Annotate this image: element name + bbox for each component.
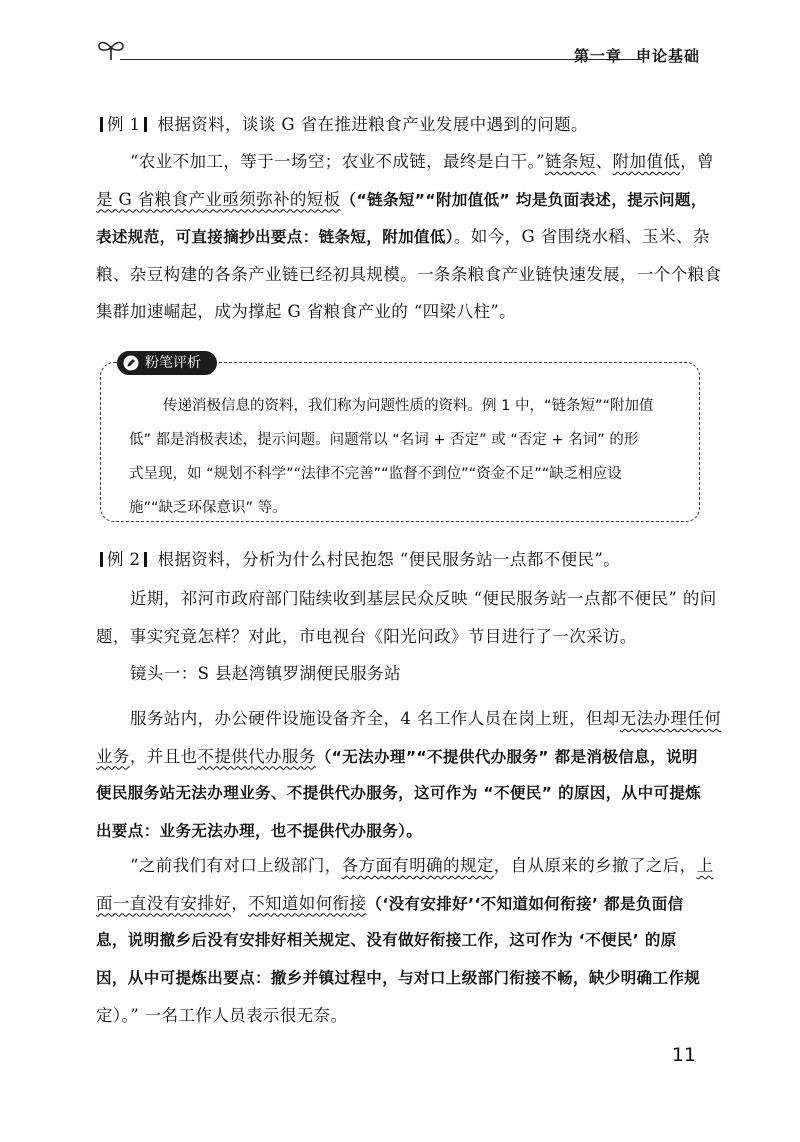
example2-question-text: 根据资料，分析为什么村民抱怨 “便民服务站一点都不便民”。 xyxy=(157,550,621,569)
material-line: 粮、杂豆构建的各条产业链已经初具规模。一条条粮食产业链快速发展，一个个粮食 xyxy=(96,264,722,284)
material-line: 出要点：业务无法办理，也不提供代办服务）。 xyxy=(96,821,423,840)
analysis-title: 粉笔评析 xyxy=(145,355,201,371)
material-line: “农业不加工，等于一场空；农业不成链，最终是白干。”链条短、附加值低，曾 xyxy=(130,152,715,171)
page-number: 11 xyxy=(671,1044,696,1066)
example2-paragraph-2 xyxy=(96,847,714,1035)
material-line: 便民服务站无法办理业务、不提供代办服务，这可作为 “不便民” 的原因，从中可提炼 xyxy=(96,784,702,802)
material-line: 表述规范，可直接摘抄出要点：链条短，附加值低）。如今，G 省围绕水稻、玉米、杂 xyxy=(96,227,710,246)
example2-intro xyxy=(96,580,717,693)
example2-question xyxy=(96,541,700,579)
analysis-line: 传递消极信息的资料，我们称为问题性质的资料。例 1 中，“链条短”“附加值 xyxy=(163,398,654,414)
material-line: 息，说明撤乡后没有安排好相关规定、没有做好衔接工作，这可作为 ‘不便民’ 的原 xyxy=(96,931,677,949)
material-line: 服务站内，办公硬件设施设备齐全，4 名工作人员在岗上班，但却无法办理任何 xyxy=(130,709,722,728)
analysis-line: 低” 都是消极表述，提示问题。问题常以 “名词 + 否定” 或 “否定 + 名词” 的形 xyxy=(129,432,639,448)
example1-material xyxy=(96,143,722,331)
scene-heading: 镜头一：S 县赵湾镇罗湖便民服务站 xyxy=(130,664,401,683)
material-line: 定）。” 一名工作人员表示很无奈。 xyxy=(96,1006,348,1025)
intro-line: 近期，祁河市政府部门陆续收到基层民众反映 “便民服务站一点都不便民” 的问 xyxy=(130,589,717,608)
example2-paragraph-1 xyxy=(96,700,722,850)
analysis-box xyxy=(100,355,700,522)
analysis-line: 施”“缺乏环保意识” 等。 xyxy=(129,500,287,516)
analysis-line: 式呈现，如 “规划不科学”“法律不完善”“监督不到位”“资金不足”“缺乏相应设 xyxy=(129,466,622,482)
page-header xyxy=(96,34,700,70)
analysis-text xyxy=(129,389,689,525)
chapter-number: 第一章 xyxy=(573,47,622,65)
material-line: 因，从中可提炼出要点：撤乡并镇过程中，与对口上级部门衔接不畅，缺少明确工作规 xyxy=(96,968,701,987)
material-line: 集群加速崛起，成为撑起 G 省粮食产业的 “四梁八柱”。 xyxy=(96,302,516,321)
intro-line: 题，事实究竟怎样？对此，市电视台《阳光问政》节目进行了一次采访。 xyxy=(96,626,637,646)
pencil-icon xyxy=(123,355,139,371)
chapter-title xyxy=(574,45,700,66)
material-line: “之前我们有对口上级部门，各方面有明确的规定，自从原来的乡撤了之后，上 xyxy=(130,856,714,875)
chapter-section: 申论基础 xyxy=(635,47,700,65)
material-line: 面一直没有安排好，不知道如何衔接（‘没有安排好’‘不知道如何衔接’ 都是负面信 xyxy=(96,893,684,913)
material-line: 业务，并且也不提供代办服务（“无法办理”“不提供代办服务” 都是消极信息，说明 xyxy=(96,746,698,766)
header-rule xyxy=(120,59,642,60)
material-line: 是 G 省粮食产业亟须弥补的短板（“链条短”“附加值低” 均是负面表述，提示问题， xyxy=(96,189,707,209)
example1-label: 例 1 xyxy=(96,106,151,144)
example1-question-text: 根据资料，谈谈 G 省在推进粮食产业发展中遇到的问题。 xyxy=(157,115,588,134)
example2-label: 例 2 xyxy=(96,541,151,579)
analysis-tag xyxy=(117,351,217,375)
example1-question xyxy=(96,106,700,144)
